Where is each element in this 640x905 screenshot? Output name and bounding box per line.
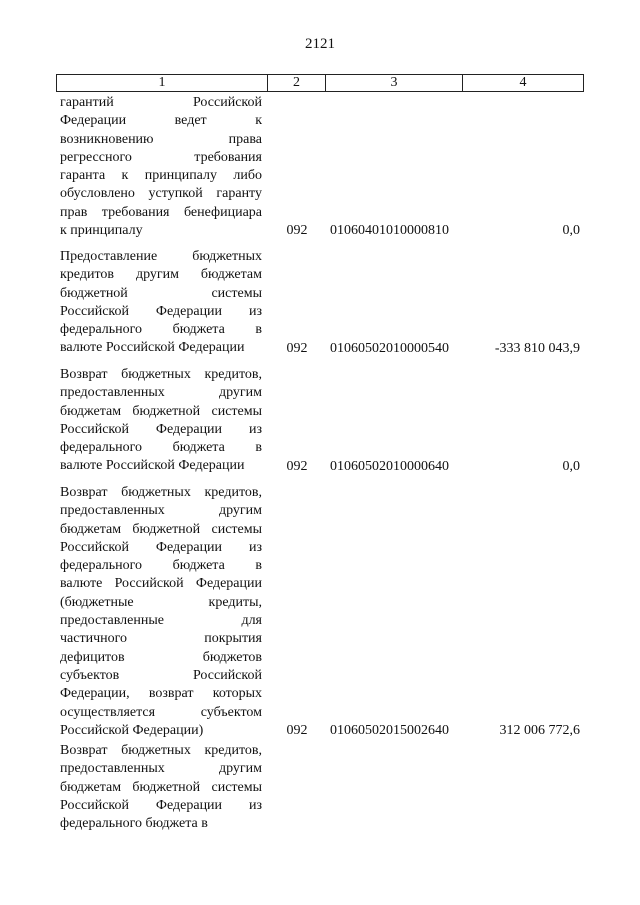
description-line: Предоставление бюджетных [60,249,262,264]
description-line: кредитов другим бюджетам [60,267,262,283]
row-description [60,248,262,358]
admin-code: 092 [286,223,308,239]
description-line: субъектов Российской [60,667,262,683]
budget-code: 01060502015002640 [330,722,449,738]
description-line: бюджетам бюджетной системы [60,403,262,419]
budget-code: 01060502010000540 [330,340,449,356]
description-line: валюте Российской Федерации [60,458,245,474]
budget-code: 01060502010000640 [330,458,449,474]
admin-code: 092 [286,458,308,474]
admin-code: 092 [286,340,308,356]
description-line: Российской Федерации из [60,539,262,555]
description-line: бюджетам бюджетной системы [60,521,262,537]
description-line: бюджетной системы [60,285,262,301]
amount-value: 312 006 772,6 [499,722,580,738]
description-line: Российской Федерации из [60,421,262,437]
description-line: предоставленные для [60,613,262,629]
description-line: Российской Федерации из [60,303,262,319]
description-line: федерального бюджета в [60,558,262,574]
description-line: валюте Российской Федерации [60,340,245,356]
description-line: (бюджетные кредиты, [60,594,262,610]
row-description [60,742,262,833]
description-line: бюджетам бюджетной системы [60,779,262,795]
row-description [60,484,262,740]
amount-value: 0,0 [562,223,580,239]
description-line: предоставленных другим [60,385,262,401]
description-line: гаранта к принципалу либо [60,168,262,184]
budget-code: 01060401010000810 [330,223,449,239]
description-line: регрессного требования [60,149,262,165]
admin-code: 092 [286,722,308,738]
description-line: предоставленных другим [60,503,262,519]
header-col-2: 2 [268,75,326,91]
description-line: федерального бюджета в [60,440,262,456]
amount-value: 0,0 [562,458,580,474]
page-number: 2121 [305,36,335,52]
description-line: федерального бюджета в [60,322,262,338]
description-line: гарантий Российской [60,95,262,110]
description-line: обусловлено уступкой гаранту [60,186,262,202]
table-header [56,74,584,92]
description-line: возникновению права [60,131,262,147]
header-col-1: 1 [57,75,268,91]
description-line: Российской Федерации из [60,797,262,813]
row-description [60,366,262,476]
description-line: Возврат бюджетных кредитов, [60,367,262,382]
description-line: Федерации ведет к [60,113,262,129]
row-description [60,94,262,240]
description-line: федерального бюджета в [60,816,208,832]
description-line: дефицитов бюджетов [60,649,262,665]
description-line: предоставленных другим [60,761,262,777]
description-line: к принципалу [60,223,143,239]
description-line: Возврат бюджетных кредитов, [60,743,262,758]
description-line: осуществляется субъектом [60,704,262,720]
description-line: Федерации, возврат которых [60,686,262,702]
description-line: валюте Российской Федерации [60,576,262,592]
description-line: прав требования бенефициара [60,204,262,220]
description-line: частичного покрытия [60,631,262,647]
amount-value: -333 810 043,9 [494,340,580,356]
header-col-3: 3 [326,75,463,91]
description-line: Возврат бюджетных кредитов, [60,485,262,500]
description-line: Российской Федерации) [60,722,204,738]
header-col-4: 4 [519,75,527,90]
